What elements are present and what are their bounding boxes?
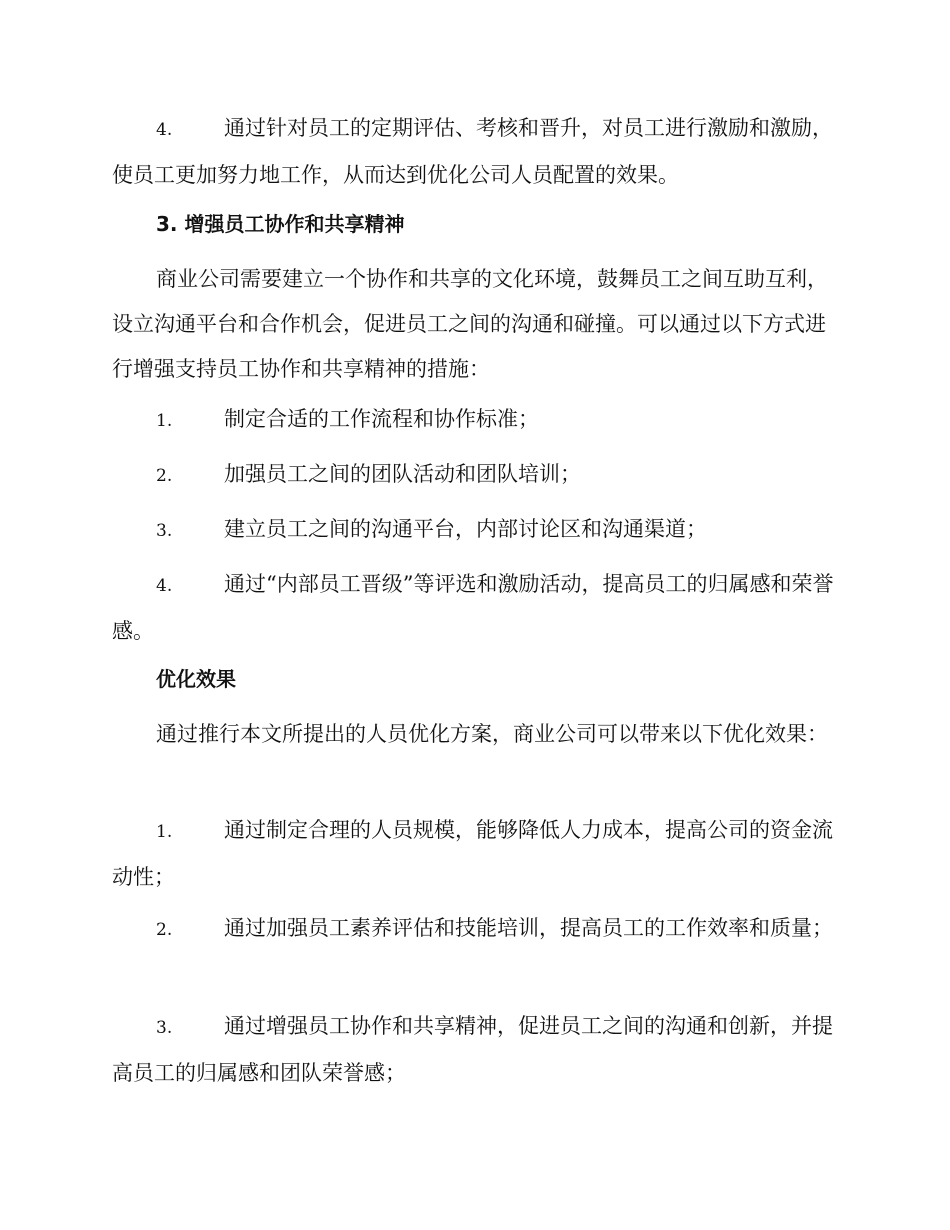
paragraph: [112, 712, 836, 757]
list-text: 通过制定合理的人员规模，能够降低人力成本，提高公司的资金流动性；: [112, 818, 833, 889]
list-text: 建立员工之间的沟通平台，内部讨论区和沟通渠道；: [224, 517, 707, 541]
list-item: [112, 452, 836, 499]
list-text: 通过加强员工素养评估和技能培训，提高员工的工作效率和质量；: [224, 916, 833, 940]
list-text: 加强员工之间的团队活动和团队培训；: [224, 462, 581, 486]
section-heading: 优化效果: [156, 667, 236, 691]
list-text: 通过针对员工的定期评估、考核和晋升，对员工进行激励和激励，使员工更加努力地工作，从而达到优化公司人员配置的效果。: [112, 116, 833, 187]
paragraph: [112, 257, 836, 392]
list-number: 2.: [156, 920, 173, 940]
list-item: [112, 106, 836, 198]
list-number: 3.: [156, 521, 173, 541]
list-item: [112, 808, 836, 900]
list-text: 通过增强员工协作和共享精神，促进员工之间的沟通和创新，并提高员工的归属感和团队荣誉感；: [112, 1014, 833, 1085]
list-item: [112, 397, 836, 444]
list-item: [112, 906, 836, 953]
list-text: 制定合适的工作流程和协作标准；: [224, 407, 539, 431]
section-heading: 3. 增强员工协作和共享精神: [156, 212, 405, 236]
list-item: [112, 562, 836, 654]
list-number: 2.: [156, 466, 173, 486]
list-item: [112, 1004, 836, 1096]
list-text: 通过“内部员工晋级”等评选和激励活动，提高员工的归属感和荣誉感。: [112, 572, 834, 643]
paragraph-text: 通过推行本文所提出的人员优化方案，商业公司可以带来以下优化效果：: [156, 722, 828, 746]
list-number: 1.: [156, 822, 173, 842]
list-item: [112, 507, 836, 554]
list-number: 3.: [156, 1018, 173, 1038]
list-number: 4.: [156, 576, 173, 596]
list-number: 1.: [156, 411, 173, 431]
paragraph-text: 商业公司需要建立一个协作和共享的文化环境，鼓舞员工之间互助互利，设立沟通平台和合作机会，促进员工之间的沟通和碰撞。可以通过以下方式进行增强支持员工协作和共享精神的措施：: [112, 267, 828, 381]
list-number: 4.: [156, 120, 173, 140]
